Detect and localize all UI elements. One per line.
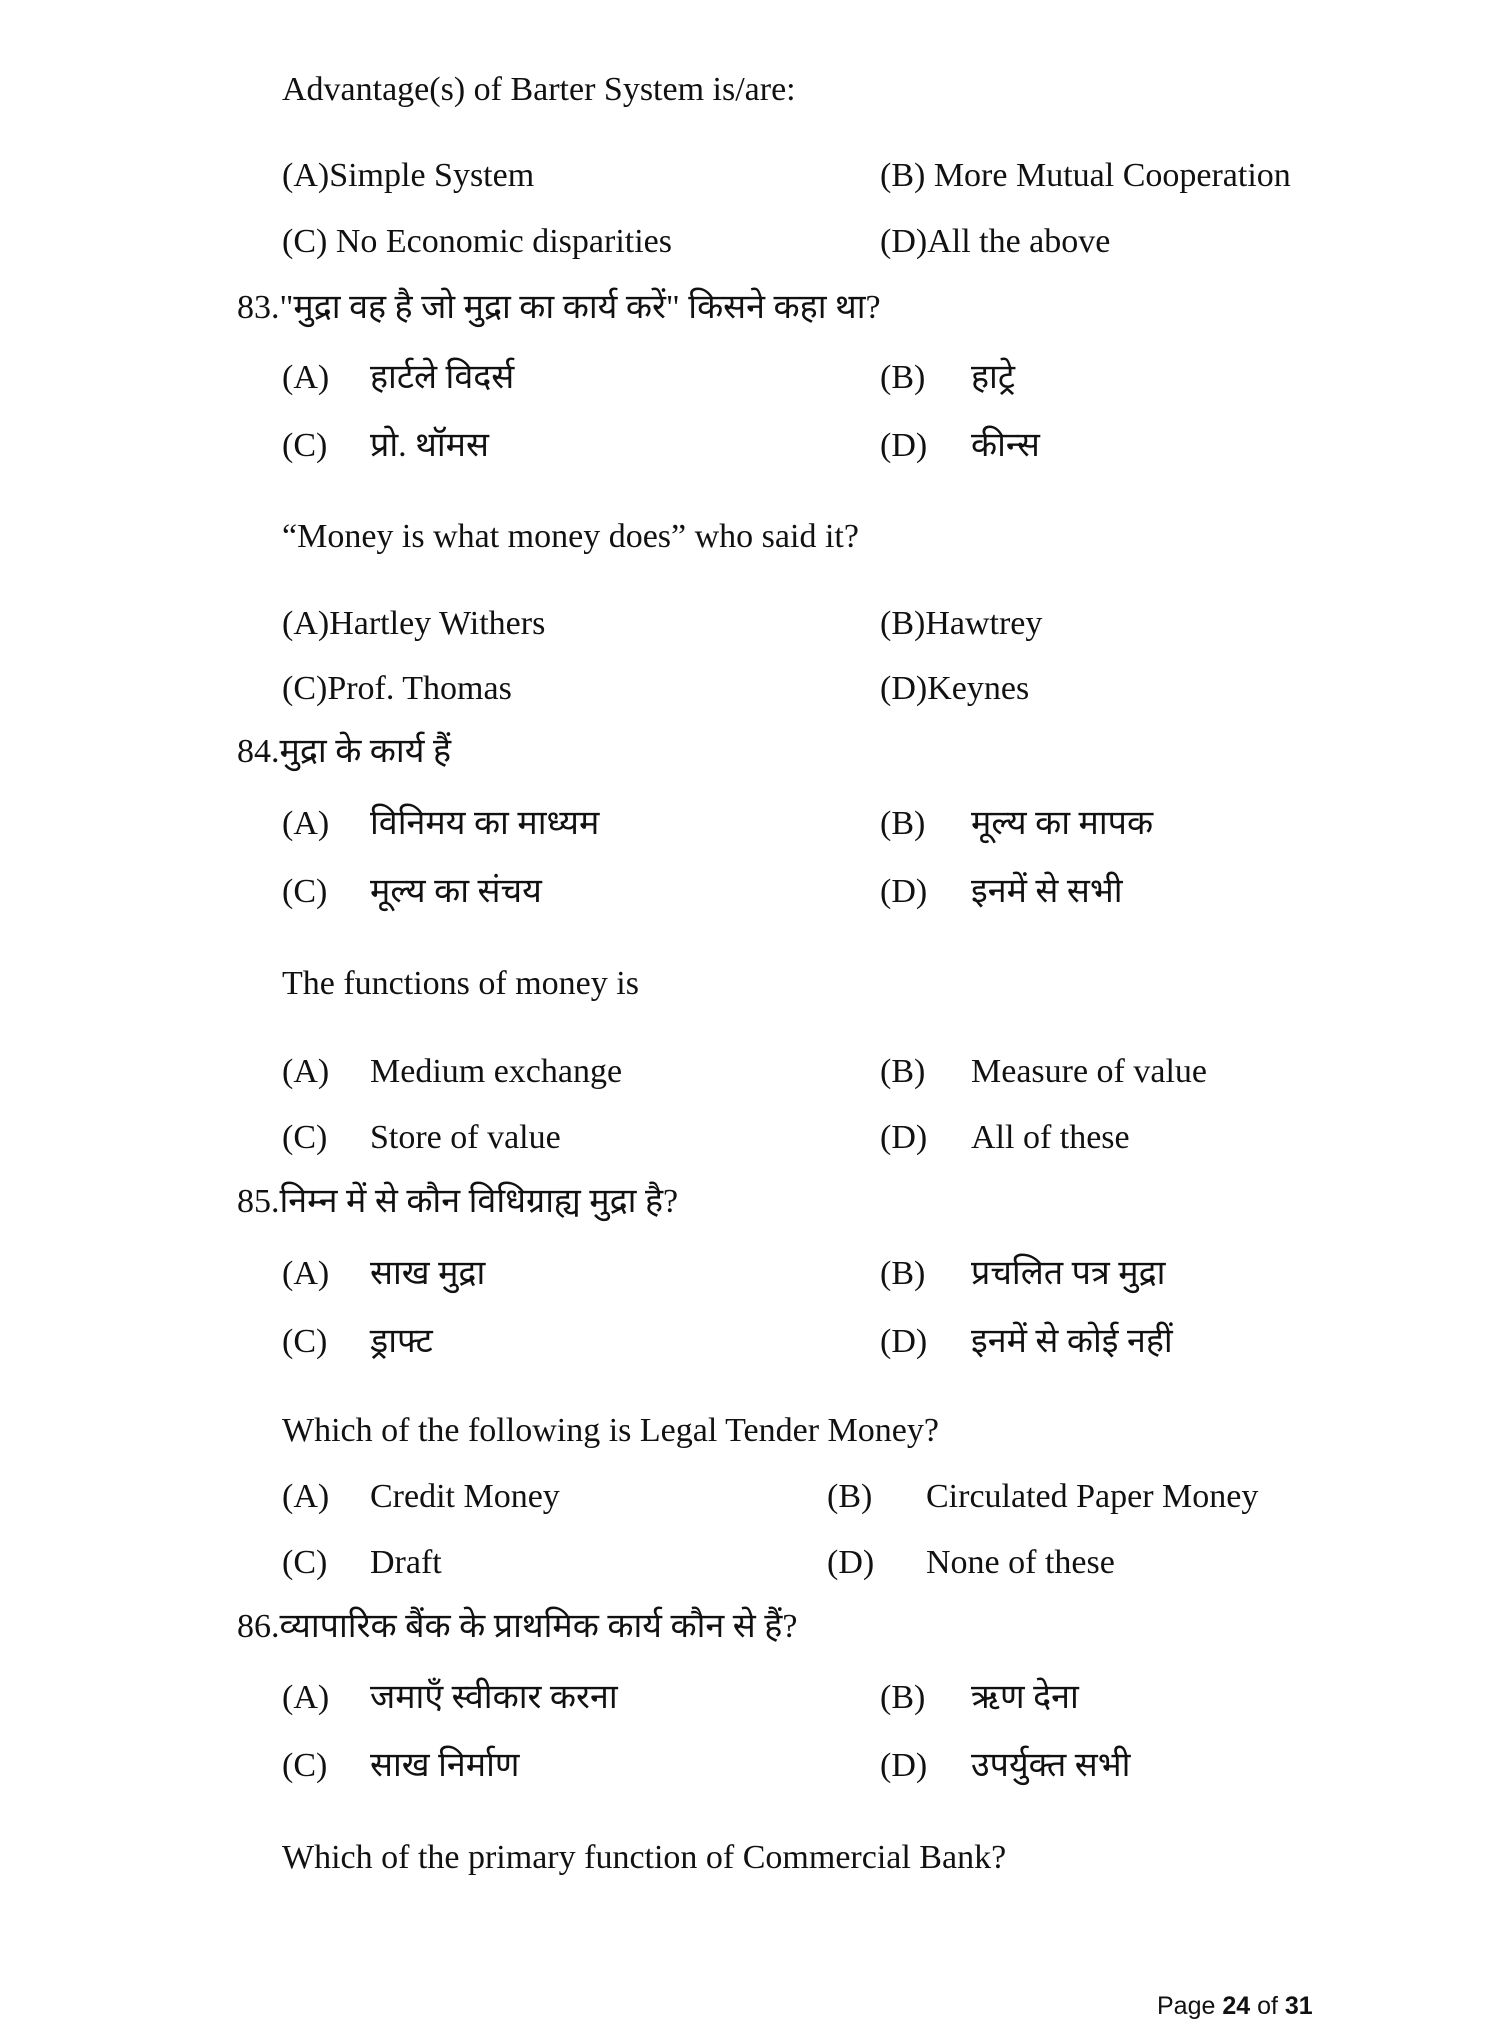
option-b-text: प्रचलित पत्र मुद्रा	[971, 1255, 1166, 1292]
option-d-label: (D)	[880, 873, 928, 910]
option-c-text: प्रो. थॉमस	[370, 427, 489, 464]
question-text: Advantage(s) of Barter System is/are:	[282, 71, 796, 108]
option-d-text: कीन्स	[971, 427, 1040, 464]
option-d-label: (D)	[827, 1544, 875, 1581]
question-84-hindi: 84.मुद्रा के कार्य हैं	[237, 733, 451, 770]
question-text: “Money is what money does” who said it?	[282, 518, 859, 555]
option-d-text: इनमें से सभी	[971, 873, 1123, 910]
option-b-text: Measure of value	[971, 1053, 1208, 1090]
option-c-label: (C)	[282, 873, 328, 910]
option-d-text: None of these	[926, 1544, 1115, 1581]
option-a-label: (A)	[282, 805, 330, 842]
question-text: Which of the following is Legal Tender Money?	[282, 1412, 939, 1449]
option-a-text: Credit Money	[370, 1478, 560, 1515]
option-a-label: (A)	[282, 359, 330, 396]
option-d-label: (D)	[880, 1747, 928, 1784]
option-a-label: (A)	[282, 1478, 330, 1515]
option-d-text: उपर्युक्त सभी	[971, 1747, 1131, 1784]
question-85-hindi: 85.निम्न में से कौन विधिग्राह्य मुद्रा है?	[237, 1183, 679, 1220]
option-b-text: ऋण देना	[971, 1679, 1079, 1716]
option-c-label: (C)	[282, 1119, 328, 1156]
option-c-label: (C)	[282, 1323, 328, 1360]
option-b-label: (B)	[827, 1478, 873, 1515]
option-d-label: (D)	[880, 427, 928, 464]
option-a: (A)Hartley Withers	[282, 605, 546, 642]
option-b-text: मूल्य का मापक	[971, 805, 1154, 842]
option-c-text: साख निर्माण	[370, 1747, 520, 1784]
option-b-label: (B)	[880, 359, 926, 396]
option-b: (B)Hawtrey	[880, 605, 1043, 642]
option-a-text: जमाएँ स्वीकार करना	[370, 1679, 618, 1716]
option-b-label: (B)	[880, 1255, 926, 1292]
option-c-text: Draft	[370, 1544, 442, 1581]
option-c-label: (C)	[282, 427, 328, 464]
option-a-text: हार्टले विदर्स	[370, 359, 515, 396]
option-c-text: Store of value	[370, 1119, 561, 1156]
option-a: (A)Simple System	[282, 157, 535, 194]
option-c-label: (C)	[282, 1747, 328, 1784]
question-text: The functions of money is	[282, 965, 639, 1002]
option-a-text: विनिमय का माध्यम	[370, 805, 600, 842]
option-a-text: Medium exchange	[370, 1053, 623, 1090]
option-b-label: (B)	[880, 1053, 926, 1090]
option-c: (C)Prof. Thomas	[282, 670, 512, 707]
option-b-text: Circulated Paper Money	[926, 1478, 1259, 1515]
option-c-label: (C)	[282, 1544, 328, 1581]
page-number: Page 24 of 31	[1157, 1992, 1313, 2020]
option-c: (C) No Economic disparities	[282, 223, 672, 260]
option-a-label: (A)	[282, 1255, 330, 1292]
option-d: (D)All the above	[880, 223, 1111, 260]
option-b: (B) More Mutual Cooperation	[880, 157, 1291, 194]
option-a-label: (A)	[282, 1679, 330, 1716]
option-d-label: (D)	[880, 1119, 928, 1156]
option-a-label: (A)	[282, 1053, 330, 1090]
option-b-label: (B)	[880, 1679, 926, 1716]
option-b-label: (B)	[880, 805, 926, 842]
question-83-hindi: 83."मुद्रा वह है जो मुद्रा का कार्य करें" किसने कहा था?	[237, 289, 881, 326]
option-d: (D)Keynes	[880, 670, 1030, 707]
option-d-text: इनमें से कोई नहीं	[971, 1323, 1173, 1360]
option-c-text: ड्राफ्ट	[370, 1323, 433, 1360]
option-d-text: All of these	[971, 1119, 1130, 1156]
option-b-text: हाट्रे	[971, 359, 1015, 396]
question-text: Which of the primary function of Commercial Bank?	[282, 1839, 1007, 1876]
option-d-label: (D)	[880, 1323, 928, 1360]
option-a-text: साख मुद्रा	[370, 1255, 486, 1292]
option-c-text: मूल्य का संचय	[370, 873, 542, 910]
question-86-hindi: 86.व्यापारिक बैंक के प्राथमिक कार्य कौन से हैं?	[237, 1608, 798, 1645]
